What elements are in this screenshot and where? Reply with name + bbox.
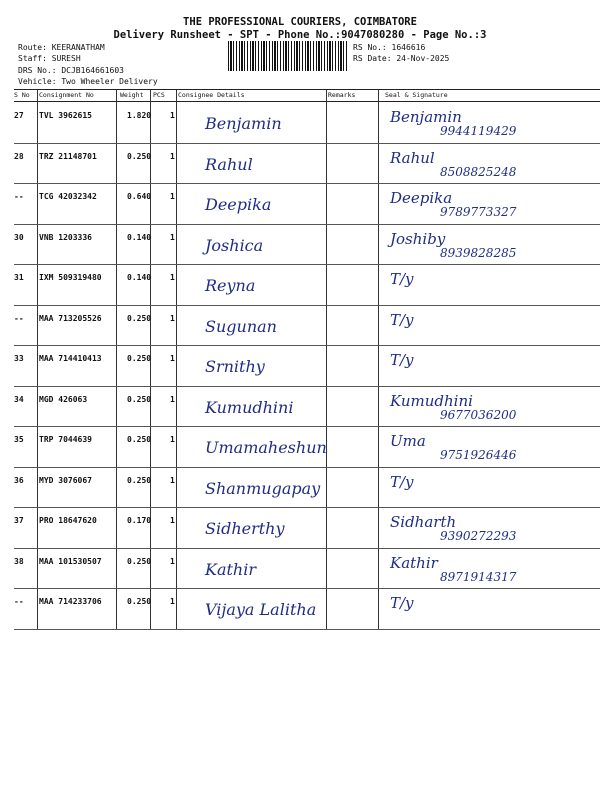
row-consignment-no: TCG 42032342 [39,192,97,201]
row-sno: 36 [14,475,24,485]
row-separator [14,588,600,589]
row-pcs: 1 [170,111,175,120]
row-separator [14,629,600,630]
row-separator [14,386,600,387]
row-pcs: 1 [170,151,175,161]
consignee-handwritten-name: Joshica [205,235,264,255]
staff-value: SURESH [51,54,81,63]
rs-date-line [353,54,449,64]
row-consignment-no: PRO 18647620 [39,516,97,525]
rs-no-line [353,43,425,53]
row-pcs: 1 [170,516,175,525]
receiver-phone-handwritten: 9751926446 [440,448,517,462]
rs-no-value: 1646616 [391,43,426,52]
row-weight: 1.820 [127,111,152,120]
row-weight: 0.250 [127,354,152,363]
row-weight: 0.170 [127,516,152,525]
row-separator [14,305,600,306]
row-weight: 0.250 [127,394,152,404]
seal-signature-handwritten: T/y [390,310,414,329]
row-consignment-no: IXM 509319480 [39,273,102,282]
row-separator [14,467,600,468]
row-weight: 0.250 [127,435,152,444]
consignee-handwritten-name: Vijaya Lalitha [205,600,317,619]
seal-signature-handwritten: T/y [390,472,414,491]
receiver-phone-handwritten: 9789773327 [440,205,517,219]
receiver-phone-handwritten: 9677036200 [440,407,517,422]
seal-signature-handwritten: Joshiby [390,229,446,248]
row-consignment-no: MAA 714410413 [39,354,102,363]
seal-signature-handwritten: Deepika [390,189,453,207]
row-separator [14,224,600,225]
row-pcs: 1 [170,313,175,323]
staff-label: Staff: [18,54,47,63]
seal-signature-handwritten: Kumudhini [390,391,473,410]
receiver-phone-handwritten: 8508825248 [440,164,517,179]
row-pcs: 1 [170,597,175,606]
consignee-handwritten-name: Rahul [205,154,253,174]
consignee-handwritten-name: Sugunan [205,316,277,336]
vehicle-line [18,77,158,87]
runsheet-subtitle: Delivery Runsheet - SPT - Phone No.:9047080280 - Page No.:3 [113,29,487,41]
row-weight: 0.250 [127,475,152,485]
consignee-handwritten-name: Benjamin [205,114,282,133]
row-separator [14,183,600,184]
row-weight: 0.250 [127,597,152,606]
row-pcs: 1 [170,354,175,363]
row-separator [14,426,600,427]
barcode-image [228,41,348,71]
row-sno: 33 [14,354,24,363]
row-sno: 28 [14,151,24,161]
receiver-phone-handwritten: 9390272293 [440,529,517,543]
row-consignment-no: MGD 426063 [39,394,88,404]
row-sno: 37 [14,516,24,525]
row-weight: 0.250 [127,313,152,323]
table-top-border [14,89,600,90]
row-separator [14,264,600,265]
vehicle-value: Two Wheeler Delivery [61,77,158,86]
rs-date-value: 24-Nov-2025 [396,54,450,63]
row-sno: -- [14,192,24,201]
seal-signature-handwritten: Uma [390,432,426,450]
drs-value: DCJB164661603 [61,66,124,75]
consignee-handwritten-name: Kumudhini [205,397,294,417]
route-value: KEERANATHAM [51,43,105,52]
route-label: Route: [18,43,47,52]
row-pcs: 1 [170,435,175,444]
header-bottom-border [14,101,600,102]
row-consignment-no: MAA 101530507 [39,556,102,566]
row-weight: 0.640 [127,192,152,201]
col-header-consignment: Consignment No [39,91,94,99]
receiver-phone-handwritten: 9944119429 [440,124,517,138]
row-consignment-no: MYD 3076067 [39,475,92,485]
seal-signature-handwritten: Rahul [390,148,435,167]
vehicle-label: Vehicle: [18,77,57,86]
row-sno: 35 [14,435,24,444]
receiver-phone-handwritten: 8939828285 [440,245,517,260]
row-sno: 38 [14,556,24,566]
seal-signature-handwritten: Sidharth [390,513,457,531]
row-separator [14,143,600,144]
col-header-seal: Seal & Signature [385,91,448,99]
seal-signature-handwritten: Kathir [390,553,438,572]
row-sno: 27 [14,111,24,120]
row-sno: 30 [14,232,24,242]
row-consignment-no: VNB 1203336 [39,232,92,242]
row-consignment-no: TRP 7044639 [39,435,92,444]
row-pcs: 1 [170,232,175,242]
receiver-phone-handwritten: 8971914317 [440,569,517,584]
staff-line [18,54,81,64]
row-sno: -- [14,597,24,606]
seal-signature-handwritten: T/y [390,594,414,612]
row-weight: 0.140 [127,273,152,282]
company-title: THE PROFESSIONAL COURIERS, COIMBATORE [183,16,417,28]
drs-label: DRS No.: [18,66,57,75]
col-header-consignee: Consignee Details [178,91,245,99]
row-weight: 0.140 [127,232,152,242]
row-weight: 0.250 [127,556,152,566]
consignee-handwritten-name: Umamaheshun [205,438,327,457]
row-sno: 34 [14,394,24,404]
row-pcs: 1 [170,475,175,485]
row-sno: 31 [14,273,24,282]
row-weight: 0.250 [127,151,152,161]
row-consignment-no: MAA 714233706 [39,597,102,606]
seal-signature-handwritten: T/y [390,270,414,288]
consignee-handwritten-name: Shanmugapay [205,478,321,498]
route-line [18,43,105,53]
row-separator [14,507,600,508]
consignee-handwritten-name: Kathir [205,559,256,579]
rs-date-label: RS Date: [353,54,392,63]
row-sno: -- [14,313,24,323]
row-consignment-no: MAA 713205526 [39,313,102,323]
row-consignment-no: TRZ 21148701 [39,151,97,161]
row-consignment-no: TVL 3962615 [39,111,92,120]
row-pcs: 1 [170,192,175,201]
row-pcs: 1 [170,394,175,404]
col-header-pcs: PCS [153,91,165,99]
row-pcs: 1 [170,273,175,282]
col-header-sno: S No [14,91,30,99]
consignee-handwritten-name: Srnithy [205,357,265,376]
seal-signature-handwritten: T/y [390,351,414,369]
row-separator [14,548,600,549]
row-pcs: 1 [170,556,175,566]
col-header-remarks: Remarks [328,91,356,99]
row-separator [14,345,600,346]
drs-line [18,66,124,76]
col-header-weight: Weight [120,91,144,99]
rs-no-label: RS No.: [353,43,387,52]
consignee-handwritten-name: Reyna [205,276,256,295]
consignee-handwritten-name: Deepika [205,195,272,214]
seal-signature-handwritten: Benjamin [390,108,462,126]
consignee-handwritten-name: Sidherthy [205,519,285,538]
